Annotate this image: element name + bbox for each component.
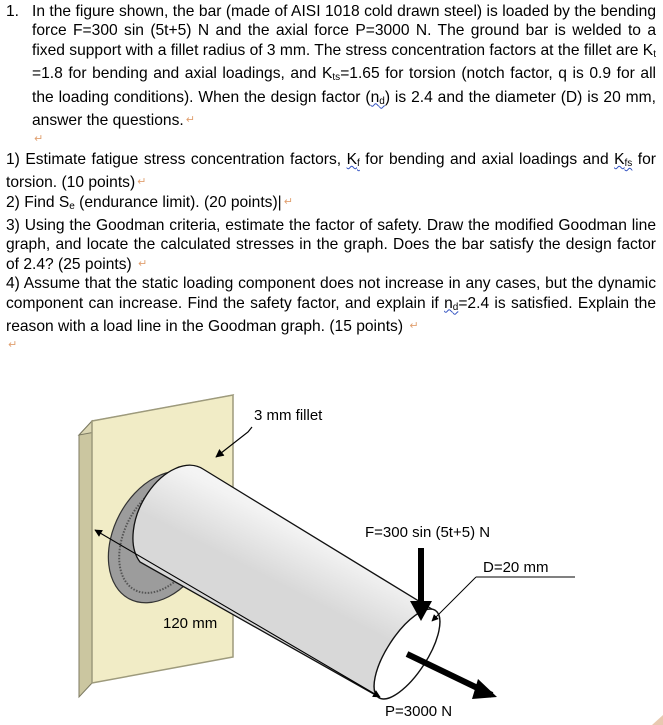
question-item: 1) Estimate fatigue stress concentration factors, $K_f$ for bending and axial loadings and $K_{fs}$ for torsion. (10 points) ↵	[6, 150, 656, 192]
axial-label: P=3000 N	[385, 703, 453, 720]
paragraph-mark-icon: ↵	[137, 176, 147, 189]
problem-statement	[6, 2, 656, 130]
fillet-label: 3 mm fillet	[254, 407, 323, 424]
question-item: 3) Using the Goodman criteria, estimate the factor of safety. Draw the modified Goodman line graph, and locate the calculated stresses in the graph. Does the bar satisfy the design factor of 2.4? (25 points) ↵	[6, 217, 656, 273]
paragraph-mark-icon: ↵	[409, 320, 419, 333]
paragraph-mark-icon: ↵	[8, 339, 18, 352]
paragraph-mark-icon: ↵	[138, 257, 148, 270]
paragraph-mark-icon: ↵	[185, 114, 195, 127]
bar-diagram	[0, 385, 663, 725]
paragraph-mark-icon: ↵	[283, 195, 293, 208]
question-item: 4) Assume that the static loading component does not increase in any cases, but the dynamic component can increase. Find the safety factor, and explain if $n_d=2.4$ is satisfied. Explain the reason with a load line in the Goodman graph. (15 points) ↵	[6, 275, 657, 336]
problem-body: In the figure shown, the bar (made of AISI 1018 cold drawn steel) is loaded by the bending force F=300 sin (5t+5) N and the axial force P=3000 N. The ground bar is welded to a fixed support with a fillet radius of 3 mm. The stress concentration factors at the fillet are $K_t =1.8$ for bending and axial loadings, and $K_{ts}=1.65$ for torsion (notch factor, q is 0.9 for all the loading conditions). When the design factor $(n_d)$ is 2.4 and the diameter (D) is 20 mm, answer the questions. ↵	[32, 3, 656, 130]
wall-side	[79, 421, 92, 697]
length-label: 120 mm	[163, 615, 218, 632]
paragraph-mark-icon: ↵	[34, 133, 44, 146]
bar-figure	[0, 385, 663, 725]
axial-arrow-head	[472, 679, 497, 699]
question-list	[6, 150, 656, 337]
question-item: 2) Find $S_e$ (endurance limit). (20 points)| ↵	[6, 193, 293, 212]
diameter-leader	[432, 577, 476, 621]
corner-mark	[652, 715, 663, 725]
force-label: F=300 sin (5t+5) N	[365, 524, 491, 541]
problem-text	[6, 2, 656, 356]
problem-number: 1.	[6, 3, 20, 20]
diameter-label: D=20 mm	[483, 559, 549, 576]
